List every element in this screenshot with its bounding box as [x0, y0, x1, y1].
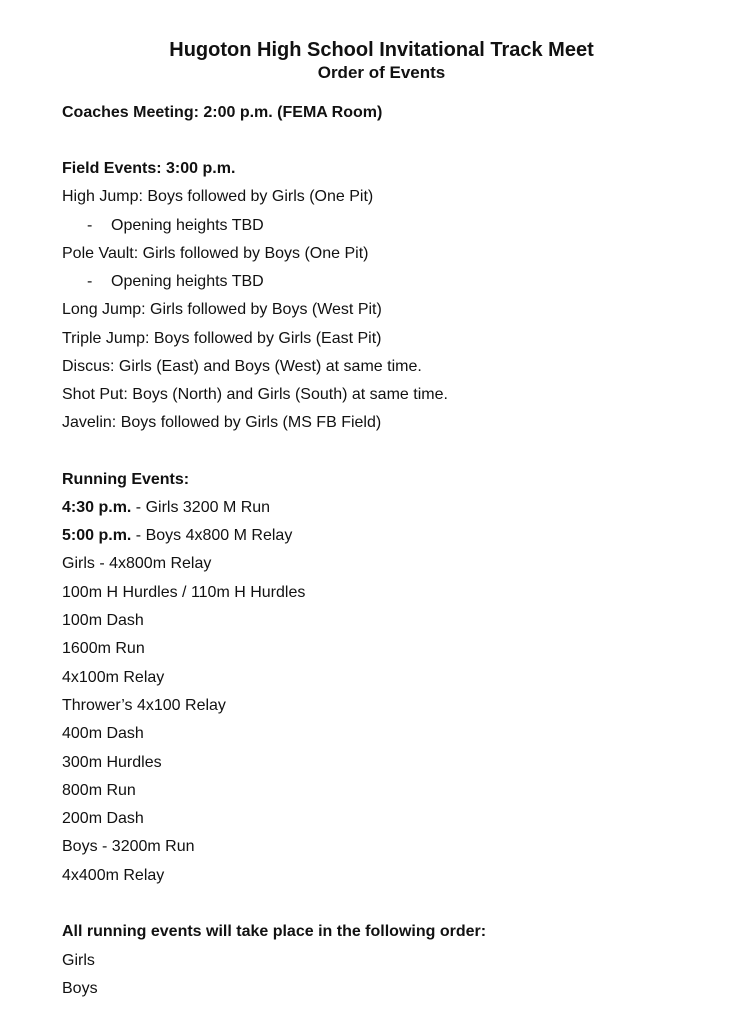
running-event-item: 4x400m Relay	[62, 867, 165, 884]
running-event-item: 1600m Run	[62, 640, 145, 657]
event-time: 5:00 p.m.	[62, 527, 132, 544]
event-time: 4:30 p.m.	[62, 499, 132, 516]
running-event-item: Thrower’s 4x100 Relay	[62, 697, 226, 714]
coaches-meeting: Coaches Meeting: 2:00 p.m. (FEMA Room)	[62, 104, 383, 121]
high-jump-note: Opening heights TBD	[111, 217, 264, 234]
field-event-shot-put: Shot Put: Boys (North) and Girls (South) at same time.	[62, 386, 448, 403]
order-item-girls: Girls	[62, 952, 95, 969]
running-event-item: 100m H Hurdles / 110m H Hurdles	[62, 584, 306, 601]
running-events-heading: Running Events:	[62, 471, 190, 488]
timed-running-event	[62, 526, 292, 546]
timed-running-event	[62, 498, 270, 518]
event-name: - Girls 3200 M Run	[131, 499, 271, 516]
field-event-long-jump: Long Jump: Girls followed by Boys (West Pit)	[62, 301, 382, 318]
order-heading: All running events will take place in the following order:	[62, 923, 487, 940]
running-event-item: 300m Hurdles	[62, 754, 162, 771]
pole-vault-note: Opening heights TBD	[111, 273, 264, 290]
event-name: - Boys 4x800 M Relay	[131, 527, 293, 544]
field-events-heading: Field Events: 3:00 p.m.	[62, 160, 236, 177]
running-event-item: 4x100m Relay	[62, 669, 165, 686]
running-event-item: Boys - 3200m Run	[62, 838, 195, 855]
field-event-high-jump: High Jump: Boys followed by Girls (One Pit)	[62, 188, 374, 205]
running-event-item: 200m Dash	[62, 810, 144, 827]
document-subtitle: Order of Events	[317, 63, 446, 82]
field-event-triple-jump: Triple Jump: Boys followed by Girls (East Pit)	[62, 330, 382, 347]
running-event-item: Girls - 4x800m Relay	[62, 555, 212, 572]
document-title: Hugoton High School Invitational Track Meet	[169, 39, 594, 61]
field-event-javelin: Javelin: Boys followed by Girls (MS FB Field)	[62, 414, 382, 431]
order-item-boys: Boys	[62, 980, 98, 997]
list-dash: -	[87, 217, 93, 234]
running-event-item: 100m Dash	[62, 612, 144, 629]
running-event-item: 800m Run	[62, 782, 136, 799]
list-dash: -	[87, 273, 93, 290]
field-event-discus: Discus: Girls (East) and Boys (West) at same time.	[62, 358, 422, 375]
field-event-pole-vault: Pole Vault: Girls followed by Boys (One Pit)	[62, 245, 369, 262]
running-event-item: 400m Dash	[62, 725, 144, 742]
